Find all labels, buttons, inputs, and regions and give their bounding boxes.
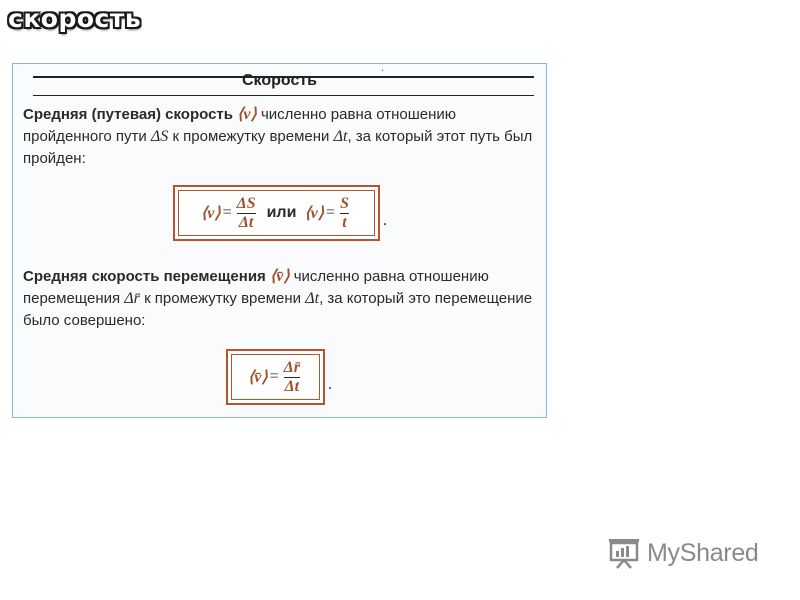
symbol-delta-t: Δt	[333, 128, 348, 145]
text: , за который этот путь был пройден:	[23, 128, 533, 167]
definition-card	[12, 63, 547, 418]
numerator: Δr̄	[283, 358, 300, 376]
heading-rule-bottom	[33, 95, 534, 96]
paragraph-displacement-speed	[23, 266, 543, 332]
symbol-avg-v: ⟨v⟩	[237, 106, 257, 123]
myshared-logo[interactable]	[607, 536, 759, 570]
text: численно равна отношению перемещения	[23, 268, 489, 307]
numerator: S	[340, 194, 349, 212]
dot-mark: ·	[381, 66, 385, 77]
logo-text: MyShared	[647, 538, 759, 567]
projector-screen-icon	[607, 536, 641, 570]
denominator: Δt	[238, 213, 254, 231]
symbol-avg-v-vector: ⟨v̄⟩	[269, 268, 290, 285]
fraction	[237, 195, 256, 232]
denominator: Δt	[284, 377, 300, 395]
symbol-delta-s: ΔS	[150, 128, 169, 145]
formula-lhs: ⟨v⟩	[201, 205, 221, 222]
text: численно равна отношению пройденного пути	[23, 106, 457, 145]
text: к промежутку времени	[172, 128, 330, 145]
denominator: t	[342, 213, 347, 231]
equals-sign: =	[269, 368, 279, 385]
term-displacement-speed: Средняя скорость перемещения	[23, 268, 266, 285]
formula-period: .	[383, 212, 387, 229]
text: , за который это перемещение было совершено:	[23, 290, 533, 329]
fraction-bar	[284, 377, 300, 378]
fraction	[340, 195, 349, 232]
fraction	[284, 359, 300, 396]
symbol-delta-t: Δt	[305, 290, 320, 307]
numerator: ΔS	[236, 194, 256, 212]
fraction-bar	[340, 213, 349, 214]
formula-period: .	[328, 376, 332, 393]
formula-box-displacement-speed	[226, 349, 325, 405]
fraction-bar	[237, 213, 256, 214]
text: к промежутку времени	[144, 290, 302, 307]
equals-sign: =	[326, 204, 336, 221]
formula-box-average-speed	[173, 185, 380, 241]
paragraph-average-speed	[23, 104, 543, 170]
symbol-delta-r: Δr̄	[124, 290, 140, 307]
or-word: или	[266, 204, 297, 221]
term-average-speed: Средняя (путевая) скорость	[23, 106, 233, 123]
equals-sign: =	[222, 204, 232, 221]
formula-lhs: ⟨v̄⟩	[248, 369, 268, 386]
formula-lhs: ⟨v⟩	[304, 205, 325, 222]
slide-title: скорость	[8, 4, 142, 33]
card-heading: Скорость	[241, 72, 318, 89]
